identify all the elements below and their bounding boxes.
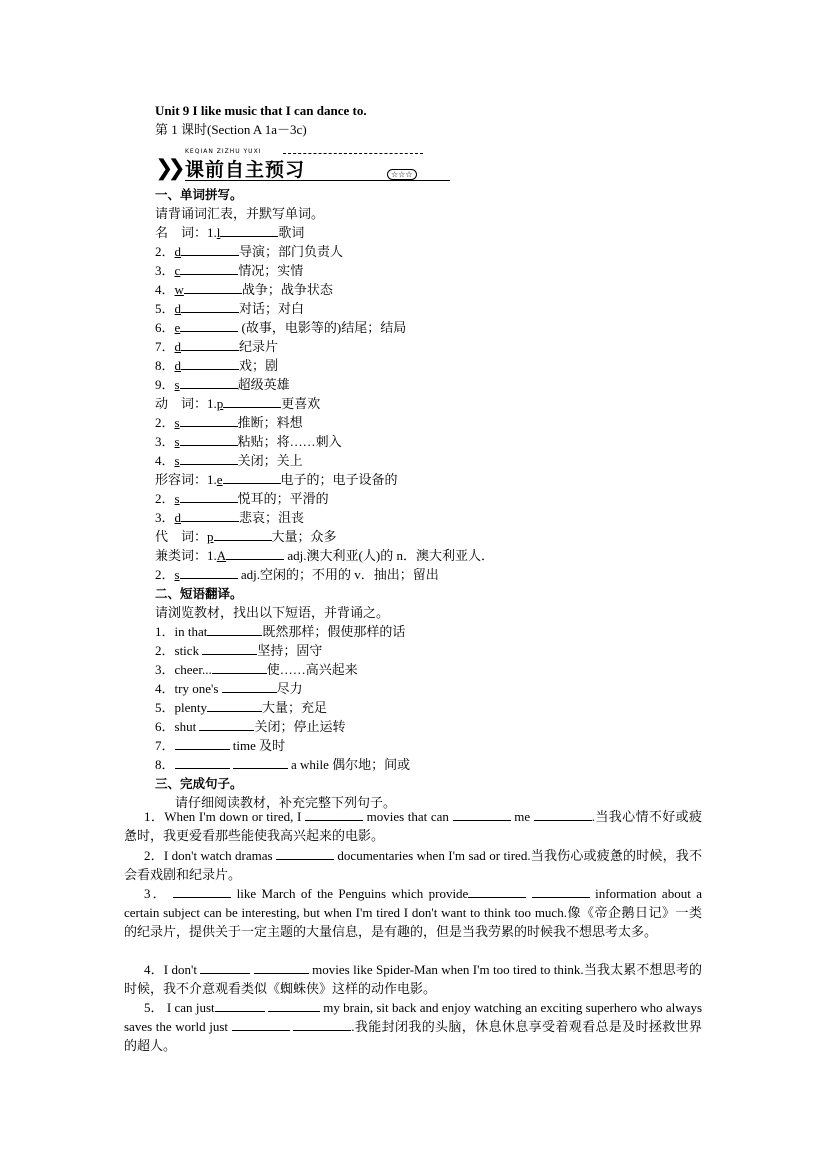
answer-blank[interactable]: [233, 755, 288, 769]
answer-blank[interactable]: [207, 622, 262, 636]
banner-underline: [185, 180, 450, 181]
answer-blank[interactable]: [180, 261, 238, 275]
phrase-start: shut: [174, 719, 200, 734]
lesson-title: Unit 9 I like music that I can dance to.: [155, 103, 367, 118]
initial-letter: c: [174, 263, 181, 278]
lesson-subtitle: 第 1 课时(Section A 1a－3c): [155, 122, 307, 137]
pronoun-item: [155, 527, 337, 546]
item-number: 名 词：1.: [155, 225, 217, 240]
phrase-start: stick: [174, 643, 203, 658]
adjective-item: [155, 489, 329, 508]
item-number: 7．: [155, 339, 175, 354]
section-heading: 二、短语翻译。: [155, 586, 243, 601]
sentence-text: like March of the Penguins which provide: [231, 886, 469, 901]
adjective-item: [155, 508, 304, 527]
word-meaning: 导演；部门负责人: [239, 244, 344, 259]
sentence-text: my brain, sit back and enjoy watching an exciting superhero who always saves the world just: [124, 1000, 703, 1034]
answer-blank[interactable]: [453, 807, 511, 821]
phrase-item: [155, 755, 410, 774]
initial-letter: s: [174, 491, 180, 506]
item-number: 4．: [155, 282, 175, 297]
sentence-1: [124, 807, 702, 845]
item-number: 2．: [155, 244, 175, 259]
banner-title: 课前自主预习: [185, 159, 306, 181]
sentence-text: 5． I can just: [144, 1000, 215, 1015]
initial-letter: d: [174, 510, 182, 525]
answer-blank[interactable]: [223, 394, 281, 408]
sentence-text: .我能封闭我的头脑，休息休息享受着观看总是及时拯救世界的超人。: [124, 1019, 703, 1053]
item-number: 动 词：1.: [155, 396, 217, 411]
initial-letter: s: [174, 415, 180, 430]
item-number: 3．: [155, 662, 175, 677]
phrase-meaning: 使……高兴起来: [266, 662, 358, 677]
item-number: 2．: [155, 491, 175, 506]
answer-blank[interactable]: [468, 884, 526, 898]
noun-item: [155, 261, 303, 280]
word-meaning: 超级英雄: [237, 377, 290, 392]
phrase-meaning: 关闭；停止运转: [254, 719, 346, 734]
answer-blank[interactable]: [293, 1017, 351, 1031]
sentence-text: .当我心情不好或疲惫时，我更爱看那些能使我高兴起来的电影。: [124, 809, 702, 843]
answer-blank[interactable]: [180, 413, 238, 427]
phrase-item: [155, 679, 303, 698]
word-meaning: 更喜欢: [281, 396, 321, 411]
item-number: 8．: [155, 757, 175, 772]
answer-blank[interactable]: [180, 375, 238, 389]
word-meaning: 纪录片: [239, 339, 279, 354]
answer-blank[interactable]: [180, 451, 238, 465]
initial-letter: p: [207, 529, 214, 544]
item-number: 形容词：1.: [155, 472, 217, 487]
answer-blank[interactable]: [180, 489, 238, 503]
sentence-text: 1．When I'm down or tired, I: [144, 809, 305, 824]
answer-blank[interactable]: [181, 299, 239, 313]
item-number: 2．: [155, 415, 175, 430]
sentence-text: me: [510, 809, 534, 824]
preview-banner: [155, 150, 455, 182]
answer-blank[interactable]: [199, 717, 254, 731]
initial-letter: d: [174, 301, 182, 316]
answer-blank[interactable]: [223, 470, 281, 484]
noun-item: [155, 299, 304, 318]
adjective-item: [155, 470, 398, 489]
banner-dashed-line: [283, 153, 423, 154]
item-number: 4．: [155, 453, 175, 468]
sentence-4: [124, 960, 702, 998]
answer-blank[interactable]: [180, 565, 238, 579]
answer-blank[interactable]: [181, 356, 239, 370]
sentence-text: movies that can: [362, 809, 453, 824]
phrase-start: plenty: [174, 700, 208, 715]
word-meaning: 悲哀；沮丧: [239, 510, 305, 525]
phrase-item: [155, 660, 358, 679]
noun-item: [155, 223, 304, 242]
noun-item: [155, 356, 278, 375]
banner-pinyin: KEQIAN ZIZHU YUXI: [185, 148, 262, 155]
difficulty-stars: ☆☆☆: [387, 169, 417, 180]
sentence-text: movies like Spider-Man when I'm too tired to think.当我太累不想思考的时候，我不介意观看类似《蜘蛛侠》这样的动作电影。: [124, 962, 702, 996]
word-meaning: adj.澳大利亚(人)的 n．澳大利亚人．: [284, 548, 494, 563]
initial-letter: s: [174, 434, 180, 449]
word-meaning: (故事，电影等的)结尾；结局: [238, 320, 407, 335]
initial-letter: l: [216, 225, 221, 240]
item-number: 5．: [155, 700, 175, 715]
noun-item: [155, 337, 278, 356]
answer-blank[interactable]: [181, 242, 239, 256]
initial-letter: d: [174, 244, 182, 259]
answer-blank[interactable]: [226, 546, 284, 560]
answer-blank[interactable]: [181, 508, 239, 522]
initial-letter: e: [216, 472, 223, 487]
answer-blank[interactable]: [180, 432, 238, 446]
section-heading: 一、单词拼写。: [155, 187, 243, 202]
answer-blank[interactable]: [214, 527, 272, 541]
answer-blank[interactable]: [180, 318, 238, 332]
section-instruction: 请浏览教材，找出以下短语，并背诵之。: [155, 605, 390, 620]
answer-blank[interactable]: [184, 280, 242, 294]
answer-blank[interactable]: [173, 884, 231, 898]
sentence-5: [124, 998, 702, 1055]
word-meaning: 推断；料想: [237, 415, 303, 430]
answer-blank[interactable]: [276, 846, 334, 860]
answer-blank[interactable]: [220, 223, 278, 237]
phrase-item: [155, 698, 327, 717]
item-number: 3．: [155, 434, 175, 449]
item-number: 7．: [155, 738, 175, 753]
multi-class-item: [155, 546, 494, 565]
initial-letter: w: [174, 282, 184, 297]
answer-blank[interactable]: [200, 960, 250, 974]
item-number: 2．: [155, 567, 175, 582]
item-number: 6．: [155, 719, 175, 734]
word-meaning: 大量；众多: [271, 529, 337, 544]
initial-letter: d: [174, 358, 182, 373]
section-heading: 三、完成句子。: [155, 776, 243, 791]
word-meaning: 歌词: [278, 225, 305, 240]
multi-class-item: [155, 565, 439, 584]
item-number: 4．: [155, 681, 175, 696]
item-number: 9．: [155, 377, 175, 392]
answer-blank[interactable]: [532, 884, 590, 898]
sentence-text: documentaries when I'm sad or tired.当我伤心或疲惫的时候，我不会看戏剧和纪录片。: [124, 848, 702, 882]
answer-blank[interactable]: [212, 660, 267, 674]
verb-item: [155, 413, 303, 432]
word-meaning: 悦耳的；平滑的: [237, 491, 329, 506]
item-number: 代 词：: [155, 529, 208, 544]
sentence-text: information about a certain subject can be interesting, but when I'm tired I don't want to think too much.像《帝企鹅日记》一类的纪录片，提供关于一定主题的大量信息，是有趣的，但是当我劳累的时候我不想思考太多。: [124, 886, 702, 939]
phrase-meaning: 尽力: [276, 681, 303, 696]
answer-blank[interactable]: [222, 679, 277, 693]
word-meaning: 战争；战争状态: [241, 282, 333, 297]
word-meaning: 对话；对白: [239, 301, 305, 316]
verb-item: [155, 394, 320, 413]
item-number: 兼类词：1.: [155, 548, 217, 563]
phrase-meaning: a while 偶尔地；间或: [287, 757, 411, 772]
initial-letter: d: [174, 339, 182, 354]
noun-item: [155, 375, 290, 394]
word-meaning: 电子的；电子设备的: [280, 472, 398, 487]
initial-letter: s: [174, 453, 180, 468]
phrase-item: [155, 622, 405, 641]
initial-letter: e: [174, 320, 181, 335]
item-number: 8．: [155, 358, 175, 373]
noun-item: [155, 318, 406, 337]
answer-blank[interactable]: [232, 1017, 290, 1031]
chevron-icon: ❯❯: [155, 156, 180, 181]
item-number: 3．: [155, 510, 175, 525]
sentence-3: [124, 884, 702, 941]
word-meaning: 粘贴；将……刺入: [237, 434, 342, 449]
phrase-meaning: 坚持；固守: [257, 643, 323, 658]
item-number: 6．: [155, 320, 175, 335]
initial-letter: A: [216, 548, 227, 563]
sentence-text: 4．I don't: [144, 962, 201, 977]
section-instruction: 请仔细阅读教材，补充完整下列句子。: [175, 795, 397, 810]
initial-letter: p: [216, 396, 224, 411]
noun-item: [155, 242, 343, 261]
phrase-start: try one's: [174, 681, 222, 696]
item-number: 1．: [155, 624, 175, 639]
item-number: 3．: [155, 263, 175, 278]
word-meaning: 关闭；关上: [237, 453, 303, 468]
verb-item: [155, 451, 303, 470]
word-meaning: adj.空闲的；不用的 v．抽出；留出: [237, 567, 439, 582]
answer-blank[interactable]: [254, 960, 309, 974]
initial-letter: s: [174, 567, 180, 582]
phrase-item: [155, 736, 285, 755]
answer-blank[interactable]: [175, 736, 230, 750]
sentence-text: 2．I don't watch dramas: [144, 848, 276, 863]
answer-blank[interactable]: [175, 755, 230, 769]
answer-blank[interactable]: [202, 641, 257, 655]
section-instruction: 请背诵词汇表，并默写单词。: [155, 206, 325, 221]
answer-blank[interactable]: [207, 698, 262, 712]
phrase-item: [155, 641, 322, 660]
phrase-item: [155, 717, 345, 736]
verb-item: [155, 432, 342, 451]
answer-blank[interactable]: [534, 807, 592, 821]
answer-blank[interactable]: [305, 807, 363, 821]
phrase-meaning: 大量；充足: [262, 700, 328, 715]
item-number: 5．: [155, 301, 175, 316]
phrase-start: in that: [174, 624, 208, 639]
sentence-2: [124, 846, 702, 884]
phrase-meaning: 既然那样；假使那样的话: [262, 624, 406, 639]
word-meaning: 戏；剧: [239, 358, 279, 373]
initial-letter: s: [174, 377, 180, 392]
item-number: 2．: [155, 643, 175, 658]
phrase-start: cheer...: [174, 662, 212, 677]
word-meaning: 情况；实情: [238, 263, 304, 278]
answer-blank[interactable]: [215, 998, 265, 1012]
answer-blank[interactable]: [181, 337, 239, 351]
noun-item: [155, 280, 333, 299]
answer-blank[interactable]: [268, 998, 320, 1012]
phrase-meaning: time 及时: [229, 738, 286, 753]
sentence-text: 3．: [144, 886, 174, 901]
